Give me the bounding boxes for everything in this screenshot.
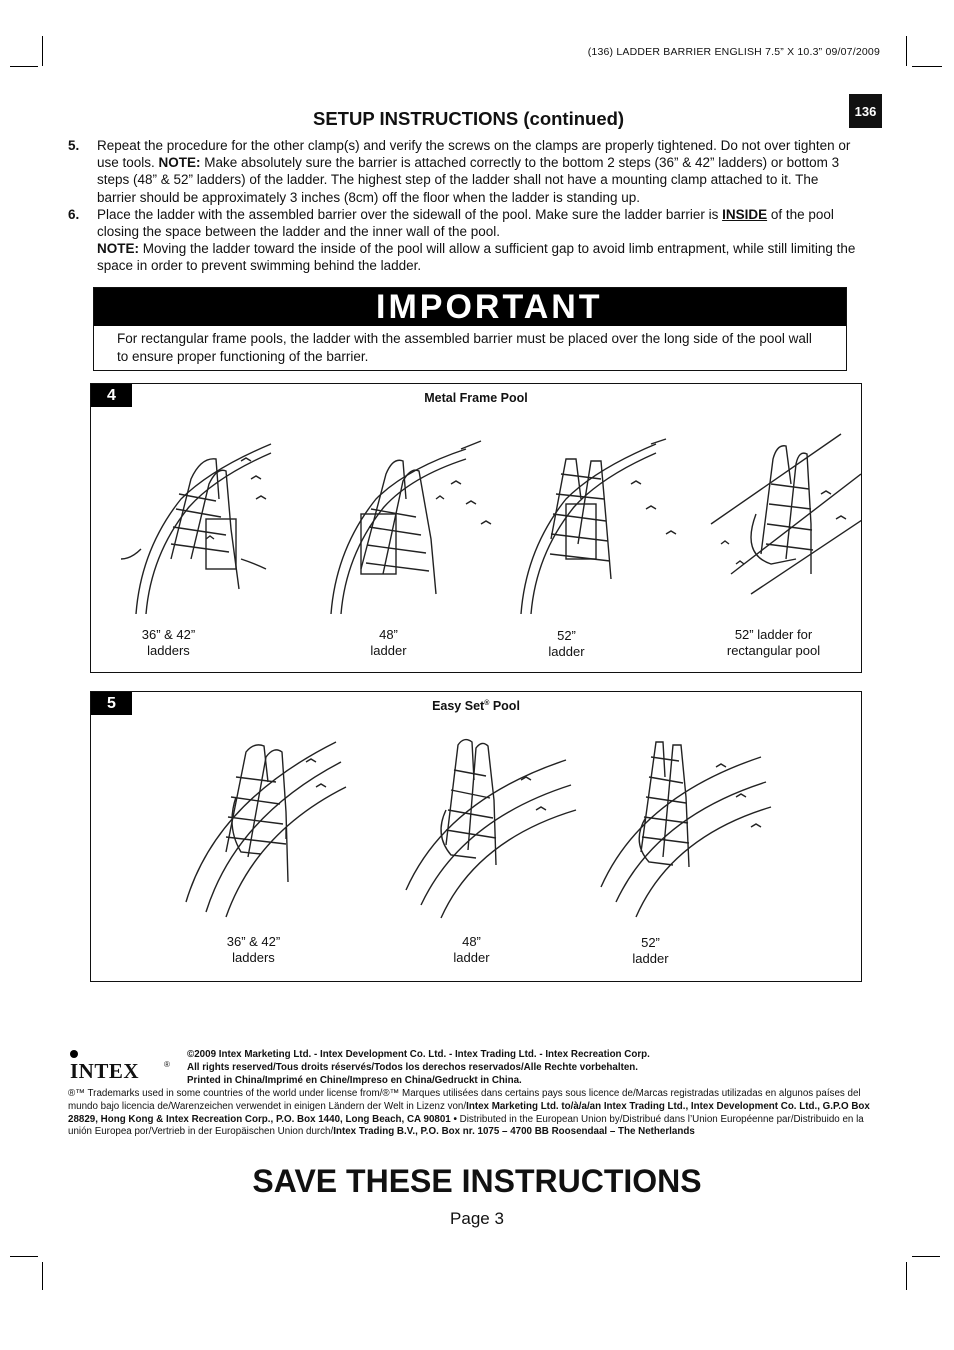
crop-mark — [912, 1256, 940, 1257]
important-box — [93, 287, 847, 371]
figure-caption: 52” ladder — [548, 628, 585, 659]
step-text: Repeat the procedure for the other clamp(s) and verify the screws on the clamps are properly tightened. Do not over tighten or use tools. — [97, 138, 851, 171]
save-instructions-title: SAVE THESE INSTRUCTIONS — [252, 1163, 702, 1199]
intex-logo: INTEX — [70, 1059, 140, 1083]
steps-list — [68, 137, 858, 275]
document-reference: (136) LADDER BARRIER ENGLISH 7.5” X 10.3” 09/07/2009 — [587, 46, 880, 58]
note-text: Moving the ladder toward the inside of the pool will allow a sufficient gap to avoid limb entrapment, while still limiting the space in order to prevent swimming behind the ladder. — [97, 241, 856, 274]
ladder-illustration — [121, 444, 271, 614]
figure-caption: 48” ladder — [453, 934, 490, 965]
note-label: NOTE: — [158, 155, 201, 171]
step-number: 6. — [68, 206, 80, 222]
figure-4 — [90, 383, 862, 673]
crop-mark — [42, 1262, 43, 1290]
figure-number: 4 — [91, 384, 132, 407]
crop-mark — [42, 36, 43, 66]
emphasis-text: INSIDE — [722, 206, 768, 222]
important-text: For rectangular frame pools, the ladder with the assembled barrier must be placed over the long side of the pool wall to ensure proper functioning of the barrier. — [117, 331, 812, 364]
crop-mark — [10, 66, 38, 67]
logo-registered-mark: ® — [164, 1060, 170, 1069]
note-label: NOTE: — [97, 241, 139, 257]
page-number: Page 3 — [450, 1209, 504, 1228]
figure-caption: 52” ladder — [632, 935, 669, 966]
logo-dot — [70, 1050, 78, 1058]
step-number: 5. — [68, 138, 80, 153]
step-text: Place the ladder with the assembled barrier over the sidewall of the pool. Make sure the ladder barrier is — [97, 206, 723, 222]
ladder-illustration — [406, 740, 576, 918]
step-text: Make absolutely sure the barrier is attached correctly to the bottom 2 steps (36” & 42” ladders) or bottom 3 steps (48” & 52” ladders) of the ladder. The highest step of the ladder shall not have a mounting clamp attached to it. The barrier should be approximately 3 inches (8cm) off the floor when the ladder is standing up. — [97, 155, 840, 205]
page-badge: 136 — [849, 94, 882, 128]
crop-mark — [912, 66, 942, 67]
ladder-illustration — [711, 434, 861, 594]
step-5 — [68, 137, 858, 206]
crop-mark — [906, 36, 907, 66]
figure-caption: 36” & 42” ladders — [141, 627, 196, 658]
step-text: of the pool closing the space between the ladder and the inner wall of the pool. — [97, 206, 834, 240]
ladder-illustration — [186, 742, 346, 917]
figure-caption: 36” & 42” ladders — [226, 934, 281, 965]
ladder-illustration — [521, 439, 676, 614]
section-title: SETUP INSTRUCTIONS (continued) — [313, 108, 625, 129]
ladder-illustration — [601, 742, 771, 917]
crop-mark — [906, 1262, 907, 1290]
crop-mark — [10, 1256, 38, 1257]
trademark-notice: ®™ Trademarks used in some countries of the world under license from/®™ Marques utilisées dans certains pays sous licence de/Marcas registradas utilizadas en algunos países del mundo bajo licencia de/Warenzeichen verwendet in einigen Ländern der Welt in Lizenz von/Intex Marketing Ltd. to/à/a/an Intex Trading Ltd., Intex Development Co. Ltd., G.P.O Box 28829, Hong Kong & Intex Recreation Corp., P.O. Box 1440, Long Beach, CA 90801 • Distributed in the European Union by/Distribué dans l’Union Européenne par/Distribuido en la unión Europea por/Vertrieb in der Europäischen Union durch/Intex Trading B.V., P.O. Box nr. 1075 – 4700 BB Roosendaal – The Netherlands — [68, 1088, 870, 1138]
figure-number: 5 — [91, 692, 132, 715]
step-6 — [68, 206, 858, 275]
figure-caption: 52” ladder for rectangular pool — [726, 627, 821, 658]
copyright-block: ©2009 Intex Marketing Ltd. - Intex Development Co. Ltd. - Intex Trading Ltd. - Intex Recreation Corp. All rights reserved/Tous droits réservés/Todos los derechos reservados/Alle Rechte vorbehalten. Printed in China/Imprimé en Chine/Impreso en China/Gedruckt in China. — [187, 1049, 650, 1086]
important-heading: IMPORTANT — [94, 288, 846, 326]
figure-title: Metal Frame Pool — [424, 391, 528, 405]
figure-caption: 48” ladder — [370, 627, 407, 658]
ladder-illustration — [331, 441, 491, 614]
figure-5 — [90, 691, 862, 982]
figure-title: Easy Set® Pool — [432, 699, 520, 713]
